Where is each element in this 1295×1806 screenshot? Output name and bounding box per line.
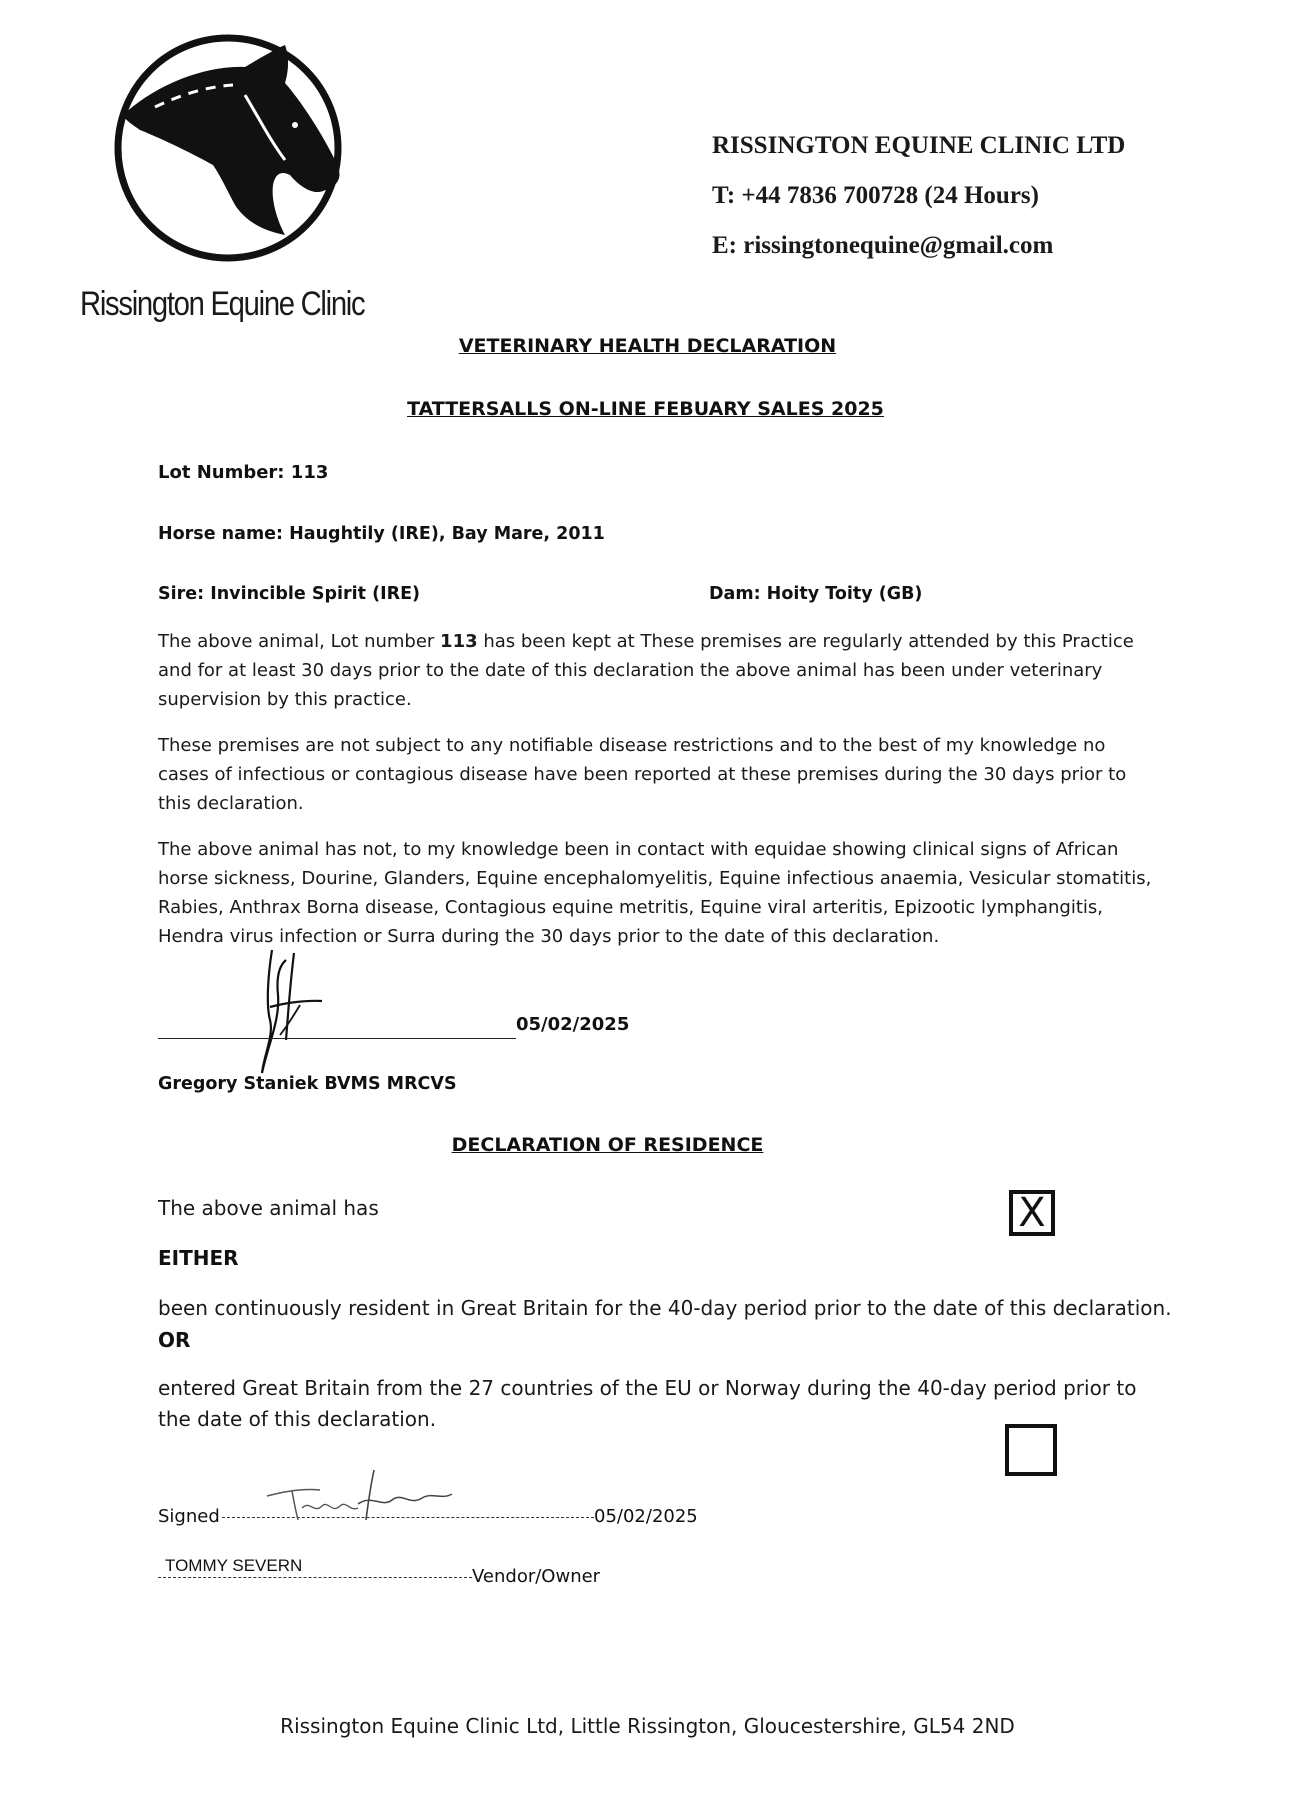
sire-label: Sire: xyxy=(158,584,205,604)
lot-number xyxy=(158,462,328,483)
sire xyxy=(158,584,420,604)
dam-label: Dam: xyxy=(709,584,761,604)
owner-name-line xyxy=(158,1577,472,1578)
declaration-body xyxy=(158,627,1158,968)
option2-checkbox[interactable] xyxy=(1005,1424,1057,1476)
sire-value: Invincible Spirit (IRE) xyxy=(210,584,421,604)
paragraph-1-start: The above animal, Lot number xyxy=(158,631,441,652)
horse-head-logo-icon xyxy=(95,25,370,270)
paragraph-supervision xyxy=(158,627,1158,714)
vet-name: Gregory Staniek BVMS MRCVS xyxy=(158,1074,457,1094)
checkbox-x-mark: X xyxy=(1018,1190,1046,1236)
dam-value: Hoity Toity (GB) xyxy=(766,584,923,604)
clinic-phone: T: +44 7836 700728 (24 Hours) xyxy=(712,182,1039,209)
option1-checkbox[interactable] xyxy=(1009,1190,1055,1236)
lot-value: 113 xyxy=(290,462,329,483)
residence-intro: The above animal has xyxy=(158,1196,379,1220)
lot-label: Lot Number: xyxy=(158,462,285,483)
paragraph-premises: These premises are not subject to any notifiable disease restrictions and to the best of my knowledge no cases of infectious or contagious disease have been reported at these premises during the 30 days prior to this declaration. xyxy=(158,735,1127,814)
clinic-email: E: rissingtonequine@gmail.com xyxy=(712,232,1054,259)
sale-title: TATTERSALLS ON-LINE FEBUARY SALES 2025 xyxy=(407,398,884,420)
declaration-title xyxy=(0,335,1295,357)
option1-text: been continuously resident in Great Britain for the 40-day period prior to the date of this declaration. xyxy=(158,1296,1172,1320)
or-label: OR xyxy=(158,1328,191,1352)
residence-title: DECLARATION OF RESIDENCE xyxy=(451,1134,764,1156)
dam xyxy=(709,584,922,604)
horse-name-value: Haughtily (IRE), Bay Mare, 2011 xyxy=(289,524,605,544)
vet-handwritten-signature xyxy=(250,945,330,1080)
option2-text-line2: the date of this declaration. xyxy=(158,1407,437,1431)
paragraph-diseases: The above animal has not, to my knowledge been in contact with equidae showing clinical signs of African horse sickness, Dourine, Glanders, Equine encephalomyelitis, Equine infectious anaemia, Vesicular stomatitis, Rabies, Anthrax Borna disease, Contagious equine metritis, Equine viral arteritis, Epizootic lymphangitis, Hendra virus infection or Surra during the 30 days prior to the date of this declaration. xyxy=(158,839,1152,947)
paragraph-1-lot: 113 xyxy=(440,631,478,652)
owner-name: TOMMY SEVERN xyxy=(165,1556,303,1575)
logo-name: Rissington Equine Clinic xyxy=(80,285,365,323)
either-label: EITHER xyxy=(158,1246,239,1270)
option2-text-line1: entered Great Britain from the 27 countries of the EU or Norway during the 40-day period prior to xyxy=(158,1376,1137,1400)
owner-signature-date: 05/02/2025 xyxy=(594,1506,698,1527)
owner-role: Vendor/Owner xyxy=(472,1566,601,1587)
horse-name-label: Horse name: xyxy=(158,524,284,544)
paragraph-1-end: has been kept at These premises are regularly attended by this Practice and for at least 30 days prior to the date of this declaration the above animal has been under veterinary supervision by this practice. xyxy=(158,631,1134,710)
signed-label: Signed xyxy=(158,1506,220,1527)
footer-address: Rissington Equine Clinic Ltd, Little Rissington, Gloucestershire, GL54 2ND xyxy=(280,1714,1015,1738)
clinic-name: RISSINGTON EQUINE CLINIC LTD xyxy=(712,132,1126,159)
vet-signature-line xyxy=(158,1038,516,1039)
declaration-title-text: VETERINARY HEALTH DECLARATION xyxy=(458,335,837,357)
horse-name xyxy=(158,524,605,544)
owner-handwritten-signature xyxy=(262,1464,462,1524)
vet-signature-date: 05/02/2025 xyxy=(516,1014,630,1035)
